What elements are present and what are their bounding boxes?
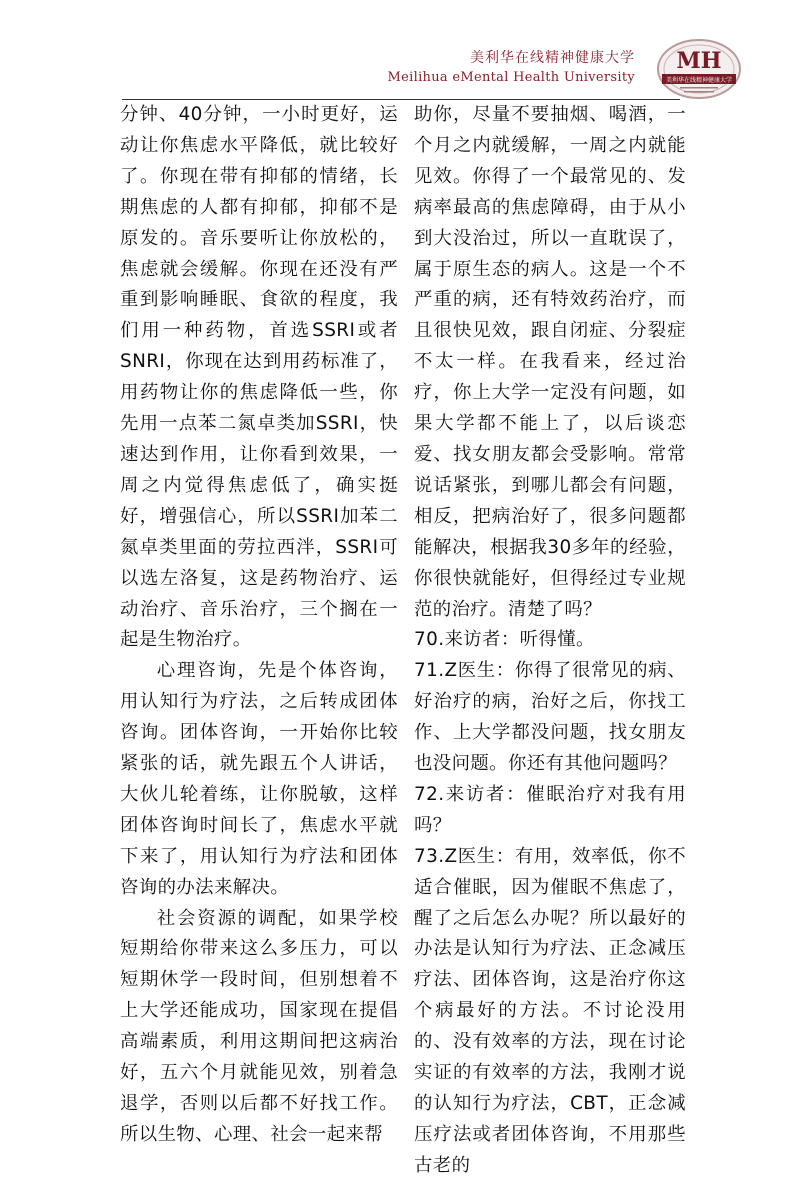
mh-logo-icon (656, 38, 742, 100)
dialogue-71: 71.Z医生：你得了很常见的病、好治疗的病，治好之后，你找工作、上大学都没问题，找女朋友也没问题。你还有其他问题吗？ (414, 660, 686, 775)
dialogue-72: 72.来访者：催眠治疗对我有用吗？ (414, 783, 686, 836)
paragraph-left-2: 心理咨询，先是个体咨询，用认知行为疗法，之后转成团体咨询。团体咨询，一开始你比较紧张的话，就先跟五个人讲话，大伙儿轮着练，让你脱敏，这样团体咨询时间长了，焦虑水平就下来了，用认知行为疗法和团体咨询的办法来解决。 (120, 660, 398, 898)
right-column (414, 100, 686, 1182)
logo-subtitle: 美利华在线精神健康大学 (665, 77, 733, 84)
dialogue-70: 70.来访者：听得懂。 (414, 629, 595, 651)
logo-letters: MH (676, 48, 722, 74)
paragraph-right-1: 助你，尽量不要抽烟、喝酒，一个月之内就缓解，一周之内就能见效。你得了一个最常见的、发病率最高的焦虑障碍，由于从小到大没治过，所以一直耽误了，属于原生态的病人。这是一个不严重的病，还有特效药治疗，而且很快见效，跟自闭症、分裂症不太一样。在我看来，经过治疗，你上大学一定没有问题，如果大学都不能上了，以后谈恋爱、找女朋友都会受影响。常常说话紧张，到哪儿都会有问题，相反，把病治好了，很多问题都能解决，根据我30多年的经验，你很快就能好，但得经过专业规范的治疗。清楚了吗？ (414, 104, 686, 620)
brand-name-en: Meilihua eMental Health University (387, 70, 635, 85)
brand-text (388, 48, 635, 88)
brand-name-cn: 美利华在线精神健康大学 (470, 50, 635, 66)
dialogue-73: 73.Z医生：有用，效率低，你不适合催眠，因为催眠不焦虑了，醒了之后怎么办呢？所以最好的办法是认知行为疗法、正念减压疗法、团体咨询，这是治疗你这个病最好的方法。不讨论没用的、没有效率的方法，现在讨论实证的有效率的方法，我刚才说的认知行为疗法，CBT，正念减压疗法或者团体咨询，不用那些古老的 (414, 845, 686, 1176)
paragraph-left-3: 社会资源的调配，如果学校短期给你带来这么多压力，可以短期休学一段时间，但别想着不上大学还能成功，国家现在提倡高端素质，利用这期间把这病治好，五六个月就能见效，别着急退学，否则以后都不好找工作。所以生物、心理、社会一起来帮 (120, 907, 398, 1145)
page-header (0, 0, 800, 100)
left-column (120, 100, 398, 1151)
paragraph-left-1: 分钟、40分钟，一小时更好，运动让你焦虑水平降低，就比较好了。你现在带有抑郁的情绪，长期焦虑的人都有抑郁，抑郁不是原发的。音乐要听让你放松的，焦虑就会缓解。你现在还没有严重到影响睡眠、食欲的程度，我们用一种药物，首选SSRI或者SNRI，你现在达到用药标准了，用药物让你的焦虑降低一些，你先用一点苯二氮卓类加SSRI，快速达到作用，让你看到效果，一周之内觉得焦虑低了，确实挺好，增强信心，所以SSRI加苯二氮卓类里面的劳拉西泮，SSRI可以选左洛复，这是药物治疗、运动治疗、音乐治疗，三个搁在一起是生物治疗。 (120, 104, 398, 651)
